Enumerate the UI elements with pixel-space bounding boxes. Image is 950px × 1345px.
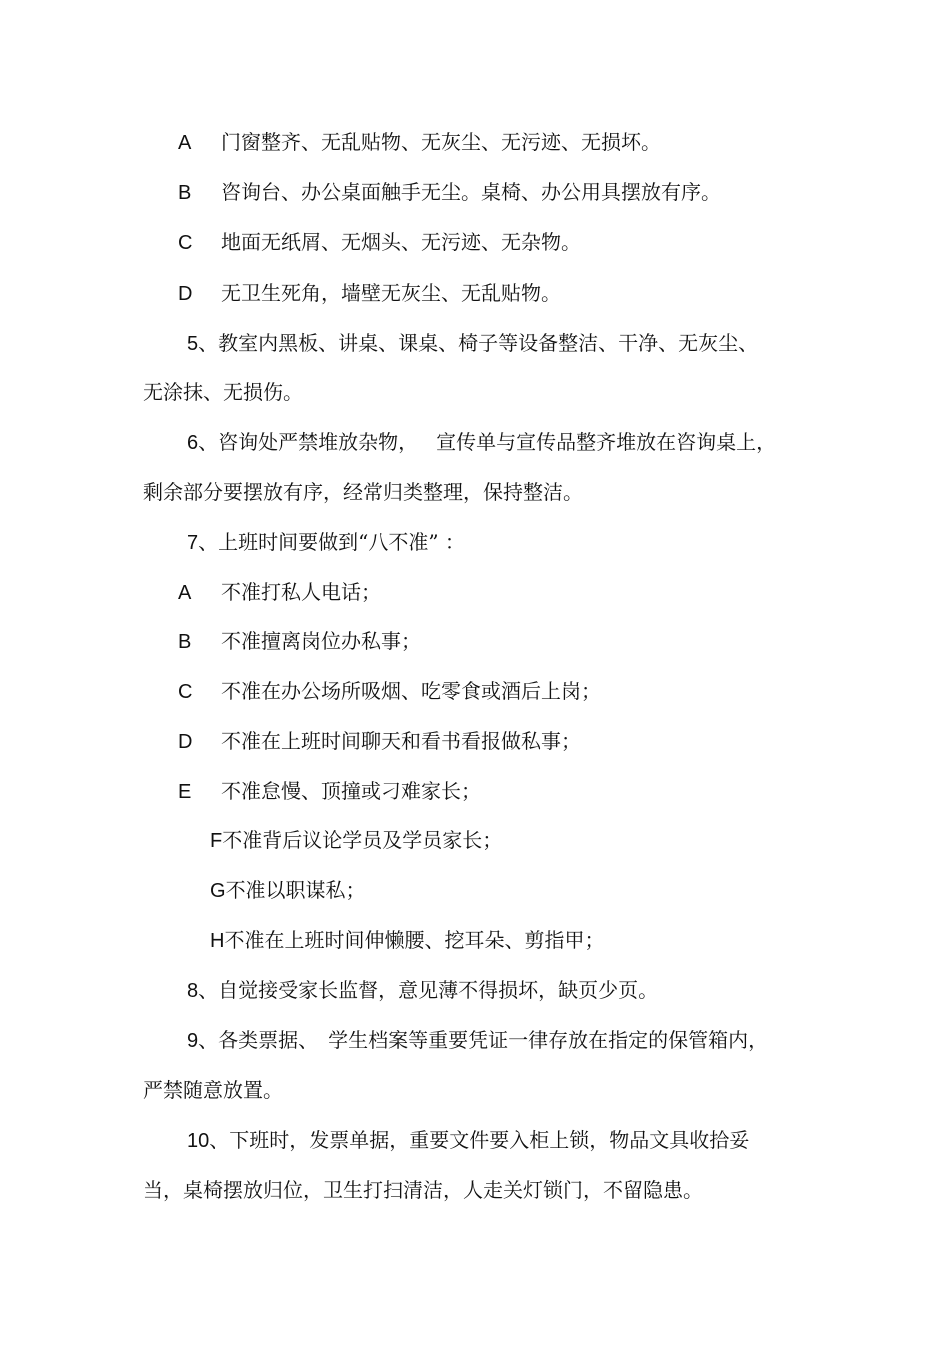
paragraph-5-line-1 bbox=[187, 331, 758, 356]
paragraph-text: 、自觉接受家长监督，意见薄不得损坏，缺页少页。 bbox=[198, 978, 659, 1002]
rule-item bbox=[178, 679, 601, 704]
item-marker: B bbox=[178, 631, 192, 653]
list-item bbox=[178, 180, 721, 205]
item-text: 无卫生死角，墙壁无灰尘、无乱贴物。 bbox=[221, 281, 561, 305]
rule-item bbox=[178, 779, 481, 804]
item-text: 不准在办公场所吸烟、吃零食或酒后上岗； bbox=[221, 679, 601, 703]
item-text: 不准怠慢、顶撞或刁难家长； bbox=[221, 779, 481, 803]
item-marker: G bbox=[210, 880, 226, 902]
paragraph-text: 、下班时，发票单据，重要文件要入柜上锁，物品文具收拾妥 bbox=[209, 1128, 750, 1152]
item-number: 7 bbox=[187, 532, 199, 554]
rule-item bbox=[178, 629, 421, 654]
item-text: 不准打私人电话； bbox=[221, 580, 381, 604]
paragraph-8 bbox=[187, 978, 658, 1003]
item-marker: A bbox=[178, 582, 192, 604]
paragraph-text: 、上班时间要做到“八不准” ： bbox=[198, 530, 465, 554]
paragraph-text: 当，桌椅摆放归位，卫生打扫清洁，人走关灯锁门，不留隐患。 bbox=[143, 1178, 703, 1202]
rule-item bbox=[210, 828, 502, 853]
paragraph-text: 学生档案等重要凭证一律存放在指定的保管箱内， bbox=[328, 1028, 769, 1052]
paragraph-text: 剩余部分要摆放有序，经常归类整理，保持整洁。 bbox=[143, 480, 583, 504]
item-number: 5 bbox=[187, 333, 199, 355]
paragraph-9-line-1 bbox=[187, 1028, 768, 1053]
item-marker: B bbox=[178, 182, 192, 204]
item-text: 不准在上班时间聊天和看书看报做私事； bbox=[221, 729, 581, 753]
paragraph-text: 、咨询处严禁堆放杂物， bbox=[198, 430, 419, 454]
item-marker: F bbox=[210, 830, 223, 852]
paragraph-10-line-1 bbox=[187, 1128, 749, 1153]
item-text: 不准在上班时间伸懒腰、挖耳朵、剪指甲； bbox=[224, 928, 605, 952]
rule-item bbox=[178, 729, 581, 754]
item-text: 不准以职谋私； bbox=[225, 878, 366, 902]
rule-item bbox=[210, 928, 604, 953]
paragraph-text: 、教室内黑板、讲桌、课桌、椅子等设备整洁、干净、无灰尘、 bbox=[198, 331, 759, 355]
item-number: 6 bbox=[187, 432, 199, 454]
paragraph-9-line-2 bbox=[143, 1078, 283, 1102]
list-item bbox=[178, 130, 661, 155]
item-text: 门窗整齐、无乱贴物、无灰尘、无污迹、无损坏。 bbox=[221, 130, 661, 154]
list-item bbox=[178, 230, 581, 255]
rule-item bbox=[210, 878, 366, 903]
paragraph-text: 无涂抹、无损伤。 bbox=[143, 380, 303, 404]
list-item bbox=[178, 281, 561, 306]
paragraph-text: 宣传单与宣传品整齐堆放在咨询桌上， bbox=[436, 430, 777, 454]
paragraph-10-line-2 bbox=[143, 1178, 703, 1202]
item-text: 不准擅离岗位办私事； bbox=[221, 629, 421, 653]
item-text: 咨询台、办公桌面触手无尘。桌椅、办公用具摆放有序。 bbox=[221, 180, 721, 204]
item-number: 10 bbox=[187, 1130, 210, 1152]
paragraph-6-line-1 bbox=[187, 430, 776, 455]
item-marker: C bbox=[178, 681, 193, 703]
item-number: 8 bbox=[187, 980, 199, 1002]
paragraph-7-heading bbox=[187, 530, 465, 555]
rule-item bbox=[178, 580, 381, 605]
item-marker: D bbox=[178, 283, 193, 305]
item-number: 9 bbox=[187, 1030, 199, 1052]
paragraph-6-line-2 bbox=[143, 480, 583, 504]
item-text: 地面无纸屑、无烟头、无污迹、无杂物。 bbox=[221, 230, 581, 254]
item-marker: C bbox=[178, 232, 193, 254]
item-marker: D bbox=[178, 731, 193, 753]
paragraph-5-line-2 bbox=[143, 380, 303, 404]
paragraph-text: 、各类票据、 bbox=[198, 1028, 319, 1052]
item-marker: H bbox=[210, 930, 225, 952]
item-text: 不准背后议论学员及学员家长； bbox=[222, 828, 503, 852]
item-marker: A bbox=[178, 132, 192, 154]
item-marker: E bbox=[178, 781, 192, 803]
paragraph-text: 严禁随意放置。 bbox=[143, 1078, 283, 1102]
